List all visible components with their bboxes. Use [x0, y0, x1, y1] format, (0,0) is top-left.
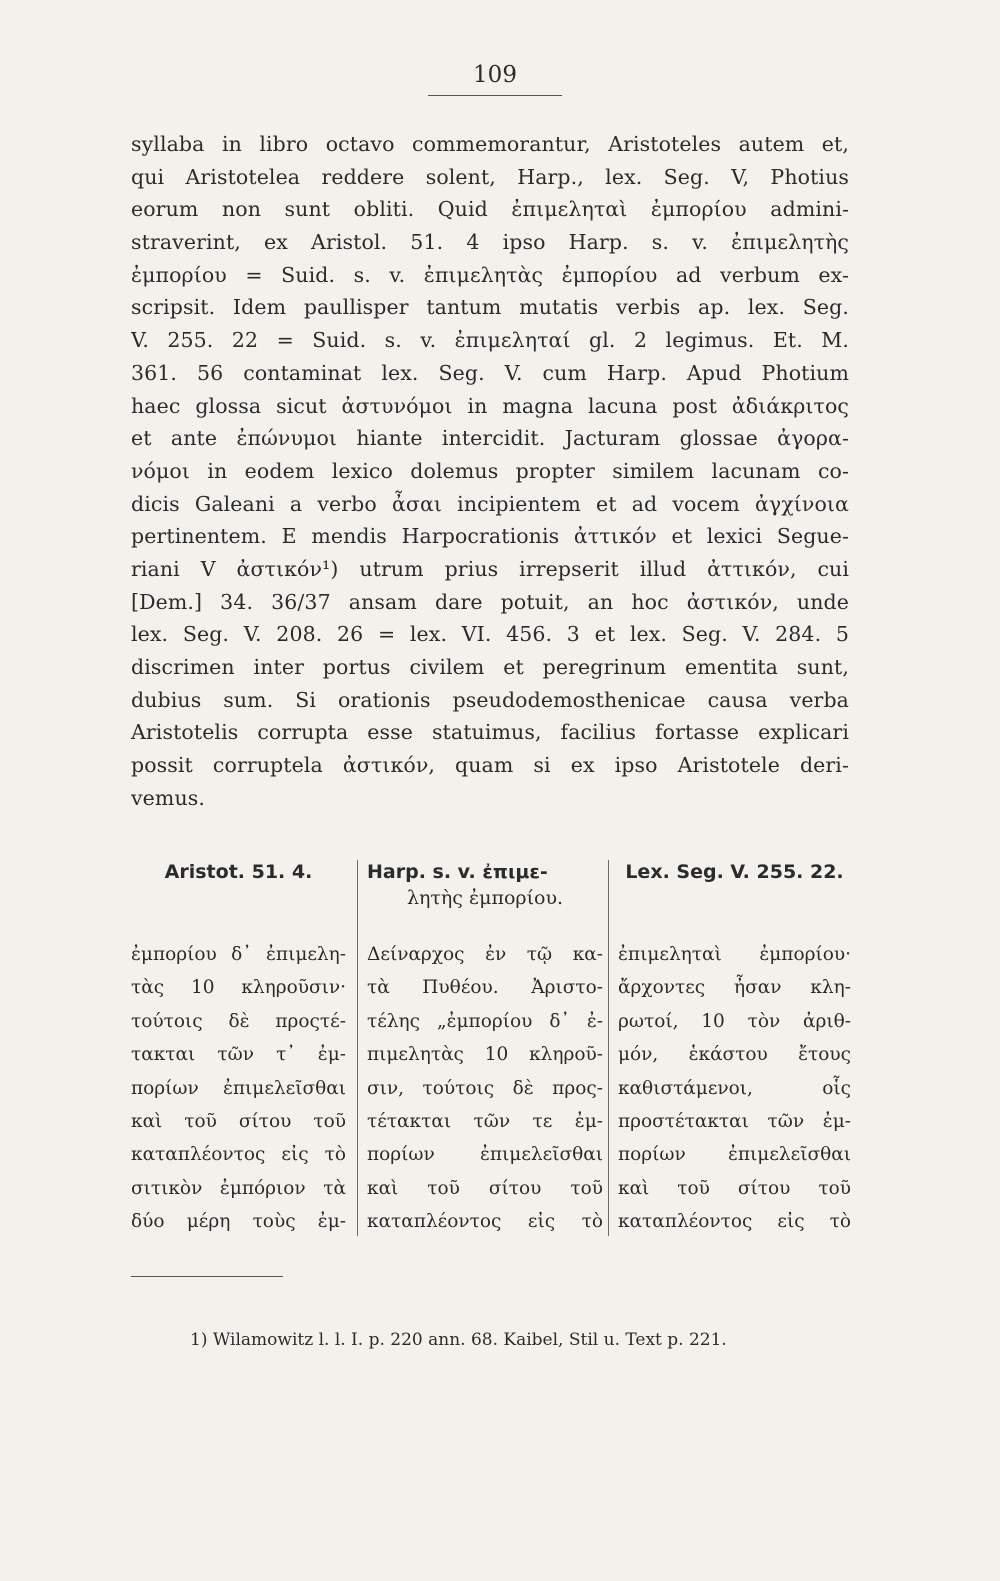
column-line: καὶ τοῦ σίτου τοῦ	[131, 1110, 346, 1132]
page-number: 109	[473, 62, 517, 88]
text-line: scripsit. Idem paullisper tantum mutatis verbis ap. lex. Seg.	[131, 295, 849, 320]
parallel-columns	[131, 858, 851, 1238]
column-heading-continuation: λητὴς ἐμπορίου.	[406, 887, 564, 909]
text-line: possit corruptela ἀστικόν, quam si ex ipso Aristotele deri-	[131, 753, 849, 778]
column-harpocration	[367, 858, 603, 1233]
column-line: ἐπιμεληταὶ ἐμπορίου·	[618, 944, 851, 965]
column-line: μόν, ἑκάστου ἔτους	[618, 1044, 851, 1066]
column-line: τὰ Πυθέου. Ἀριστο-	[367, 977, 603, 999]
column-body	[131, 938, 346, 1239]
footnote-rule	[131, 1276, 283, 1277]
column-line: τέλης „ἐμπορίου δ᾽ ἐ-	[367, 1010, 603, 1032]
text-line: V. 255. 22 = Suid. s. v. ἐπιμεληταί gl. 2 legimus. Et. M.	[131, 328, 849, 353]
column-line: σιν, τούτοις δὲ προς-	[367, 1077, 603, 1099]
column-line: σιτικὸν ἐμπόριον τὰ	[131, 1177, 346, 1199]
column-line: ρωτοί, 10 τὸν ἀριθ-	[618, 1010, 851, 1032]
column-line: τὰς 10 κληροῦσιν·	[131, 977, 346, 999]
column-line: πιμελητὰς 10 κληροῦ-	[367, 1044, 603, 1066]
text-line: νόμοι in eodem lexico dolemus propter similem lacunam co-	[131, 458, 849, 483]
text-line: Aristotelis corrupta esse statuimus, facilius fortasse explicari	[131, 720, 849, 745]
column-body	[367, 938, 603, 1239]
column-heading: Lex. Seg. V. 255. 22.	[625, 861, 844, 883]
text-line: pertinentem. E mendis Harpocrationis ἀττικόν et lexici Seguе-	[131, 524, 849, 549]
text-line: 361. 56 contaminat lex. Seg. V. cum Harp. Apud Photium	[131, 360, 849, 385]
text-line: lex. Seg. V. 208. 26 = lex. VI. 456. 3 et lex. Seg. V. 284. 5	[131, 622, 849, 647]
text-line: dicis Galeani a verbo ἆσαι incipientem et ad vocem ἀγχίνοια	[131, 491, 849, 516]
page-number-rule	[428, 95, 562, 96]
column-line: προστέτακται τῶν ἐμ-	[618, 1110, 851, 1132]
column-line: καταπλέοντος εἰς τὸ	[618, 1211, 851, 1233]
column-divider	[608, 860, 609, 1236]
column-line: ἐμπορίου δ᾽ ἐπιμελη-	[131, 944, 346, 965]
column-divider	[357, 860, 358, 1236]
column-line: τακται τῶν τ᾽ ἐμ-	[131, 1044, 346, 1066]
column-line: καὶ τοῦ σίτου τοῦ	[367, 1177, 603, 1199]
column-line: πορίων ἐπιμελεῖσθαι	[367, 1144, 603, 1166]
text-line: eorum non sunt obliti. Quid ἐπιμεληταὶ ἐμπορίου admini-	[131, 197, 849, 222]
text-line: ἐμπορίου = Suid. s. v. ἐπιμελητὰς ἐμπορίου ad verbum ex-	[131, 262, 849, 287]
main-paragraph	[131, 128, 849, 814]
footnote: 1) Wilamowitz l. l. I. p. 220 ann. 68. Kaibel, Stil u. Text p. 221.	[190, 1330, 727, 1350]
text-line: qui Aristotelea reddere solent, Harp., lex. Seg. V, Photius	[131, 164, 849, 189]
column-line: ἄρχοντες ἦσαν κλη-	[618, 977, 851, 999]
text-line: vemus.	[131, 785, 205, 810]
column-line: πορίων ἐπιμελεῖσθαι	[618, 1144, 851, 1166]
text-line: [Dem.] 34. 36/37 ansam dare potuit, an hoc ἀστικόν, unde	[131, 589, 849, 614]
column-line: καθιστάμενοι, οἷς	[618, 1077, 851, 1099]
column-lexicon	[618, 858, 851, 1233]
column-line: τέτακται τῶν τε ἐμ-	[367, 1110, 603, 1132]
column-line: καταπλέοντος εἰς τὸ	[367, 1211, 603, 1233]
column-heading: Aristot. 51. 4.	[164, 861, 313, 883]
text-line: dubius sum. Si orationis pseudodemosthenicae causa verba	[131, 687, 849, 712]
column-line: καταπλέοντος εἰς τὸ	[131, 1144, 346, 1166]
text-line: haec glossa sicut ἀστυνόμοι in magna lacuna post ἀδιάκριτος	[131, 393, 849, 418]
column-heading	[367, 858, 603, 886]
text-line: syllaba in libro octavo commemorantur, Aristoteles autem et,	[131, 132, 849, 156]
text-line: straverint, ex Aristol. 51. 4 ipso Harp. s. v. ἐπιμελητὴς	[131, 230, 849, 255]
text-line: discrimen inter portus civilem et peregrinum ementita sunt,	[131, 655, 849, 679]
column-line: δύο μέρη τοὺς ἐμ-	[131, 1211, 346, 1233]
text-line: riani V ἀστικόν¹) utrum prius irrepserit illud ἀττικόν, cui	[131, 556, 849, 581]
column-aristotle	[131, 858, 346, 1233]
column-line: καὶ τοῦ σίτου τοῦ	[618, 1177, 851, 1199]
column-line: τούτοις δὲ προςτέ-	[131, 1010, 346, 1032]
column-line: Δείναρχος ἐν τῷ κα-	[367, 944, 603, 965]
column-heading-part: Harp. s. v. ἐπιμε-	[367, 861, 548, 883]
column-body	[618, 938, 851, 1239]
text-line: et ante ἐπώνυμοι hiante intercidit. Jacturam glossae ἀγορα-	[131, 426, 849, 451]
column-line: πορίων ἐπιμελεῖσθαι	[131, 1077, 346, 1099]
